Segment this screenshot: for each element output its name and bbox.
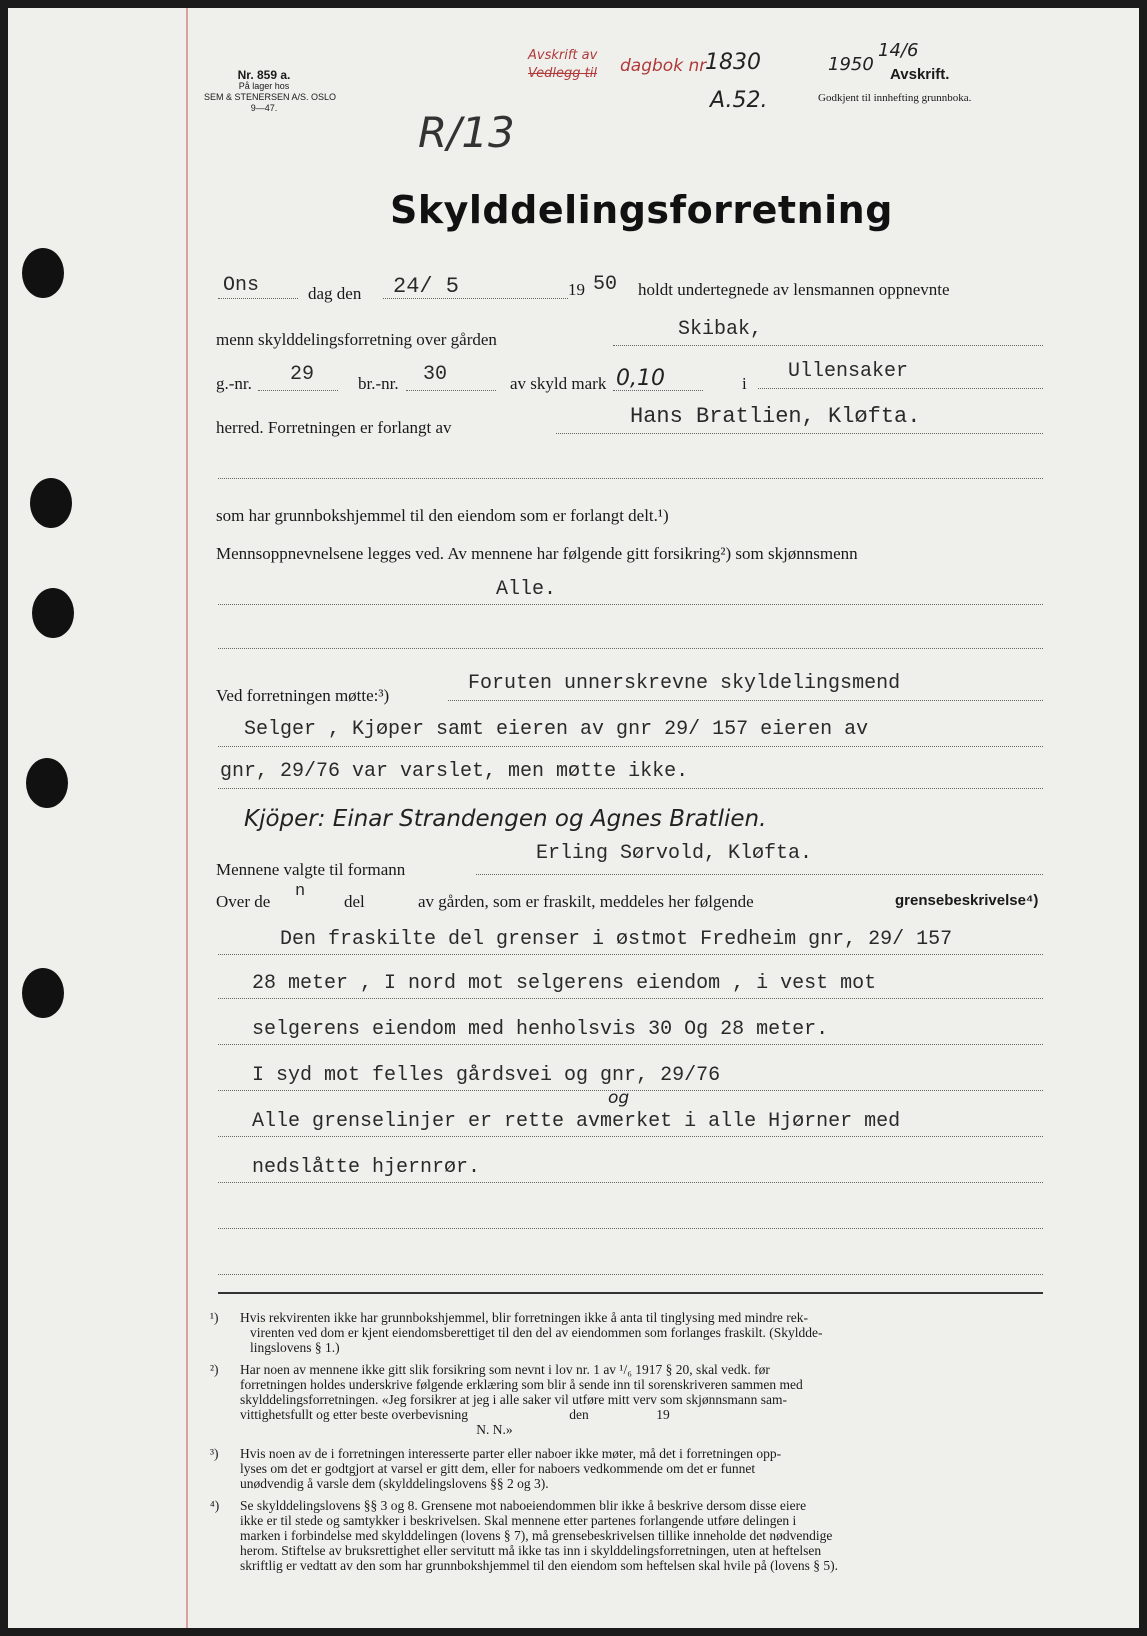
desc-insertion: og (608, 1088, 630, 1108)
footnote-number: ⁴) (210, 1498, 220, 1513)
forsikring-value: Alle. (496, 578, 557, 601)
footnote-line: lingslovens § 1.) (250, 1340, 340, 1355)
reference: A.52. (710, 88, 768, 113)
footnote-line: marken i forbindelse med skylddelingen (lovens § 7), må grensebeskrivelsen tillike inneholde det nødvendige (240, 1528, 833, 1543)
printer-name: SEM & STENERSEN A/S. OSLO (204, 92, 337, 102)
formann-value: Erling Sørvold, Kløfta. (536, 842, 813, 865)
over-de-label: Over de (216, 892, 271, 911)
footnote-line: unødvendig å varsle dem (skylddelingslovens §§ 2 og 3). (240, 1476, 549, 1491)
avskrift-label: Avskrift. (890, 66, 950, 83)
punch-hole (22, 248, 64, 298)
footnote-line: ikke er til stede og samtykker i beskrivelsen. Skal mennene etter partenes forlangende utføre delingen i (240, 1513, 797, 1528)
brnr-value: 30 (423, 363, 448, 386)
form-number: Nr. 859 a. (237, 68, 291, 82)
punch-hole (22, 968, 64, 1018)
over-de-value: n (295, 882, 306, 901)
footnote-number: ¹) (210, 1310, 219, 1325)
margin-line (186, 8, 188, 1628)
date-value: 24/ 5 (393, 274, 460, 299)
mennsopp-text: Mennsoppnevnelsene legges ved. Av mennene har følgende gitt forsikring²) som skjønnsmenn (216, 544, 858, 563)
stamp-year: 1950 (828, 54, 874, 75)
printer-line: På lager hos (238, 81, 290, 91)
footnote-line: vittighetsfullt og etter beste overbevisning den 19 (240, 1407, 670, 1422)
mote-line-3: gnr, 29/76 var varslet, men møtte ikke. (220, 760, 689, 783)
mote-line-2: Selger , Kjøper samt eieren av gnr 29/ 157 eieren av (244, 718, 869, 741)
footnote-1 (210, 1310, 823, 1355)
farm-value: Skibak, (678, 318, 763, 341)
godkjent-label: Godkjent til innhefting grunnboka. (818, 92, 972, 104)
desc-line: nedslåtte hjernrør. (252, 1156, 481, 1179)
footnote-2 (210, 1362, 803, 1437)
footnote-line: lyses om det er godtgjort at varsel er gitt dem, eller for naboers vedkommende om det er funnet (240, 1461, 756, 1476)
footnote-line: Hvis noen av de i forretningen interesserte parter eller naboer ikke møter, må det i forretningen opp- (240, 1446, 782, 1461)
gnr-label: g.-nr. (216, 374, 252, 393)
weekday-value: Ons (223, 274, 260, 297)
punch-hole (32, 588, 74, 638)
dagbok-label: dagbok nr (620, 56, 707, 76)
printer-date: 9—47. (250, 103, 278, 113)
i-label: i (742, 374, 747, 393)
footnote-line: Hvis rekvirenten ikke har grunnbokshjemmel, blir forretningen ikke å anta til tinglysing med mindre rek- (240, 1310, 808, 1325)
year-prefix: 19 (568, 280, 585, 299)
mote-line-1: Foruten unnerskrevne skyldelingsmend (468, 672, 901, 695)
avskrift-av: Avskrift av (528, 48, 598, 63)
footnote-number: ²) (210, 1362, 219, 1377)
skyld-label: av skyld mark (510, 374, 607, 393)
footnote-number: ³) (210, 1446, 219, 1461)
del-label: del (344, 892, 365, 911)
gaarden-label: av gården, som er fraskilt, meddeles her følgende (418, 892, 754, 911)
holdt-text: holdt undertegnede av lensmannen oppnevnte (638, 280, 950, 299)
footnote-line: skriftlig er vedtatt av den som har grunnbokshjemmel til den eiendom som heftelsen skal hvile på (lovens § 5). (240, 1558, 838, 1573)
menn-text: menn skylddelingsforretning over gården (216, 330, 497, 349)
document-page (8, 8, 1139, 1628)
formann-label: Mennene valgte til formann (216, 860, 406, 879)
brnr-label: br.-nr. (358, 374, 399, 393)
dag-den-label: dag den (308, 284, 362, 303)
printer-info (204, 68, 337, 114)
municipality-value: Ullensaker (788, 360, 909, 383)
vedlegg-til: Vedlegg til (528, 66, 597, 81)
dagbok-number: 1830 (705, 50, 761, 75)
desc-line: I syd mot felles gårdsvei og gnr, 29/76 (252, 1064, 721, 1087)
footnote-3 (210, 1446, 782, 1491)
mote-label: Ved forretningen møtte:³) (216, 686, 390, 705)
footnote-line: Har noen av mennene ikke gitt slik forsikring som nevnt i lov nr. 1 av ¹/₆ 1917 § 20, skal vedk. før (240, 1362, 770, 1377)
footnote-line: skylddelingsforretningen. «Jeg forsikrer at jeg i alle saker vil utføre mitt verv som skjønnsmann sam- (240, 1392, 788, 1407)
grunnbok-text: som har grunnbokshjemmel til den eiendom som er forlangt delt.¹) (216, 506, 669, 525)
footnote-4 (210, 1498, 838, 1573)
grense-label: grensebeskrivelse⁴) (895, 892, 1039, 909)
desc-line: 28 meter , I nord mot selgerens eiendom , i vest mot (252, 972, 877, 995)
footnote-line: forretningen holdes underskrive følgende erklæring som blir å sende inn til sorenskriveren sammen med (240, 1377, 803, 1392)
year-value: 50 (593, 273, 618, 296)
skyld-value: 0,10 (616, 366, 665, 391)
desc-line: selgerens eiendom med henholsvis 30 Og 28 meter. (252, 1018, 829, 1041)
footnote-line: Se skylddelingslovens §§ 3 og 8. Grensene mot naboeiendommen blir ikke å beskrive dersom disse eiere (240, 1498, 807, 1513)
desc-line: Den fraskilte del grenser i østmot Fredheim gnr, 29/ 157 (280, 928, 953, 951)
stamp-date: 14/6 (878, 40, 919, 61)
initials: R/13 (418, 108, 515, 157)
requester-value: Hans Bratlien, Kløfta. (630, 404, 921, 429)
footnote-divider (218, 1292, 1043, 1294)
punch-hole (30, 478, 72, 528)
document-title: Skylddelingsforretning (390, 188, 893, 232)
herred-text: herred. Forretningen er forlangt av (216, 418, 452, 437)
desc-line: Alle grenselinjer er rette avmerket i alle Hjørner med (252, 1110, 901, 1133)
gnr-value: 29 (290, 363, 315, 386)
footnote-line: N. N.» (240, 1422, 513, 1437)
mote-handwritten: Kjöper: Einar Strandengen og Agnes Bratlien. (244, 806, 767, 832)
footnote-line: herom. Stiftelse av bruksrettighet eller servitutt må ikke tas inn i skylddelingsforretningen, uten at heftelsen (240, 1543, 822, 1558)
punch-hole (26, 758, 68, 808)
footnote-line: virenten ved dom er kjent eiendomsberettiget til den del av eiendommen som forlanges fraskilt. (Skyldde- (250, 1325, 823, 1340)
